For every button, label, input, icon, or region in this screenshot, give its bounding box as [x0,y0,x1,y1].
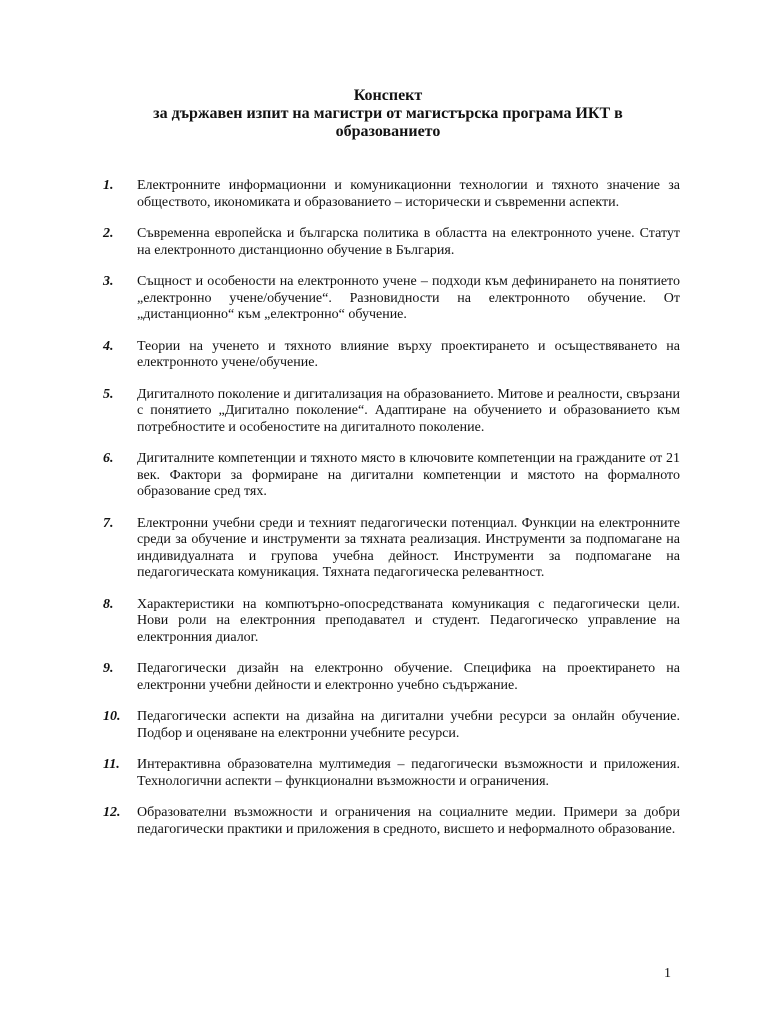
item-number: 1. [103,178,114,193]
list-item [100,387,680,437]
item-number: 2. [103,226,114,241]
list-item [100,805,680,838]
list-item [100,661,680,694]
item-text: Дигиталните компетенции и тяхното място в ключовите компетенции на гражданите от 21 век. Фактори за формиране на дигитални компетенции и мястото на формалното образование сред тях. [137,451,680,499]
item-number: 8. [103,596,114,612]
item-text: Електронните информационни и комуникационни технологии и тяхното значение за обществото, икономиката и образованието – исторически и съвременни аспекти. [137,178,680,210]
list-item [100,339,680,372]
title-line-3: образованието [335,123,441,140]
item-text: Характеристики на компютърно-опосредстваната комуникация с педагогически цели. Нови роли на електронния преподавател и студент. Педагогическо управление на електронния диалог. [137,596,680,645]
list-item [100,178,680,211]
item-number: 9. [103,661,114,676]
item-number: 7. [103,515,114,531]
item-number: 11. [103,757,120,772]
item-number: 4. [103,338,114,354]
item-text: Дигиталното поколение и дигитализация на образованието. Митове и реалности, свързани с понятието „Дигитално поколение“. Адаптиране на обучението и образованието към потребностите и особеностите на дигиталното поколение. [137,386,680,435]
list-item [100,709,680,742]
list-item [100,274,680,324]
item-number: 10. [103,709,121,724]
page-number: 1 [664,966,671,981]
item-text: Педагогически аспекти на дизайна на дигитални учебни ресурси за онлайн обучение. Подбор и оценяване на електронни учебните ресурси. [137,709,680,741]
list-item [100,226,680,259]
exam-topics-list [100,178,680,853]
list-item [100,597,680,647]
title-line-1: Конспект [353,87,423,104]
item-number: 6. [103,451,114,466]
list-item [100,757,680,790]
item-text: Същност и особености на електронното учене – подходи към дефинирането на понятието „електронно учене/обучение“. Разновидности на електронното обучение. От „дистанционно“ към „електронно“ обучение. [137,274,680,322]
item-number: 3. [103,274,114,289]
item-number: 5. [103,386,114,402]
item-number: 12. [103,805,121,820]
item-text: Електронни учебни среди и техният педагогически потенциал. Функции на електронните среди за обучение и инструменти за тяхната реализация. Инструменти за подпомагане на индивидуалната и групова учебна дейност. Инструменти за подпомагане на педагогическата комуникация. Тяхната педагогическа релевантност. [137,515,680,580]
list-item [100,451,680,501]
item-text: Интерактивна образователна мултимедия – педагогически възможности и приложения. Технологични аспекти – функционални възможности и ограничения. [137,757,680,789]
document-title [100,87,676,141]
item-text: Теории на ученето и тяхното влияние върху проектирането и осъществяването на електронното учене/обучение. [137,338,680,370]
item-text: Педагогически дизайн на електронно обучение. Специфика на проектирането на електронни учебни дейности и електронно учебно съдържание. [137,661,680,693]
item-text: Образователни възможности и ограничения на социалните медии. Примери за добри педагогически практики и приложения в средното, висшето и неформалното образование. [137,805,680,837]
item-text: Съвременна европейска и българска политика в областта на електронното учене. Статут на електронното дистанционно обучение в България. [137,226,680,258]
title-line-2: за държавен изпит на магистри от магистърска програма ИКТ в [153,105,623,122]
list-item [100,516,680,582]
